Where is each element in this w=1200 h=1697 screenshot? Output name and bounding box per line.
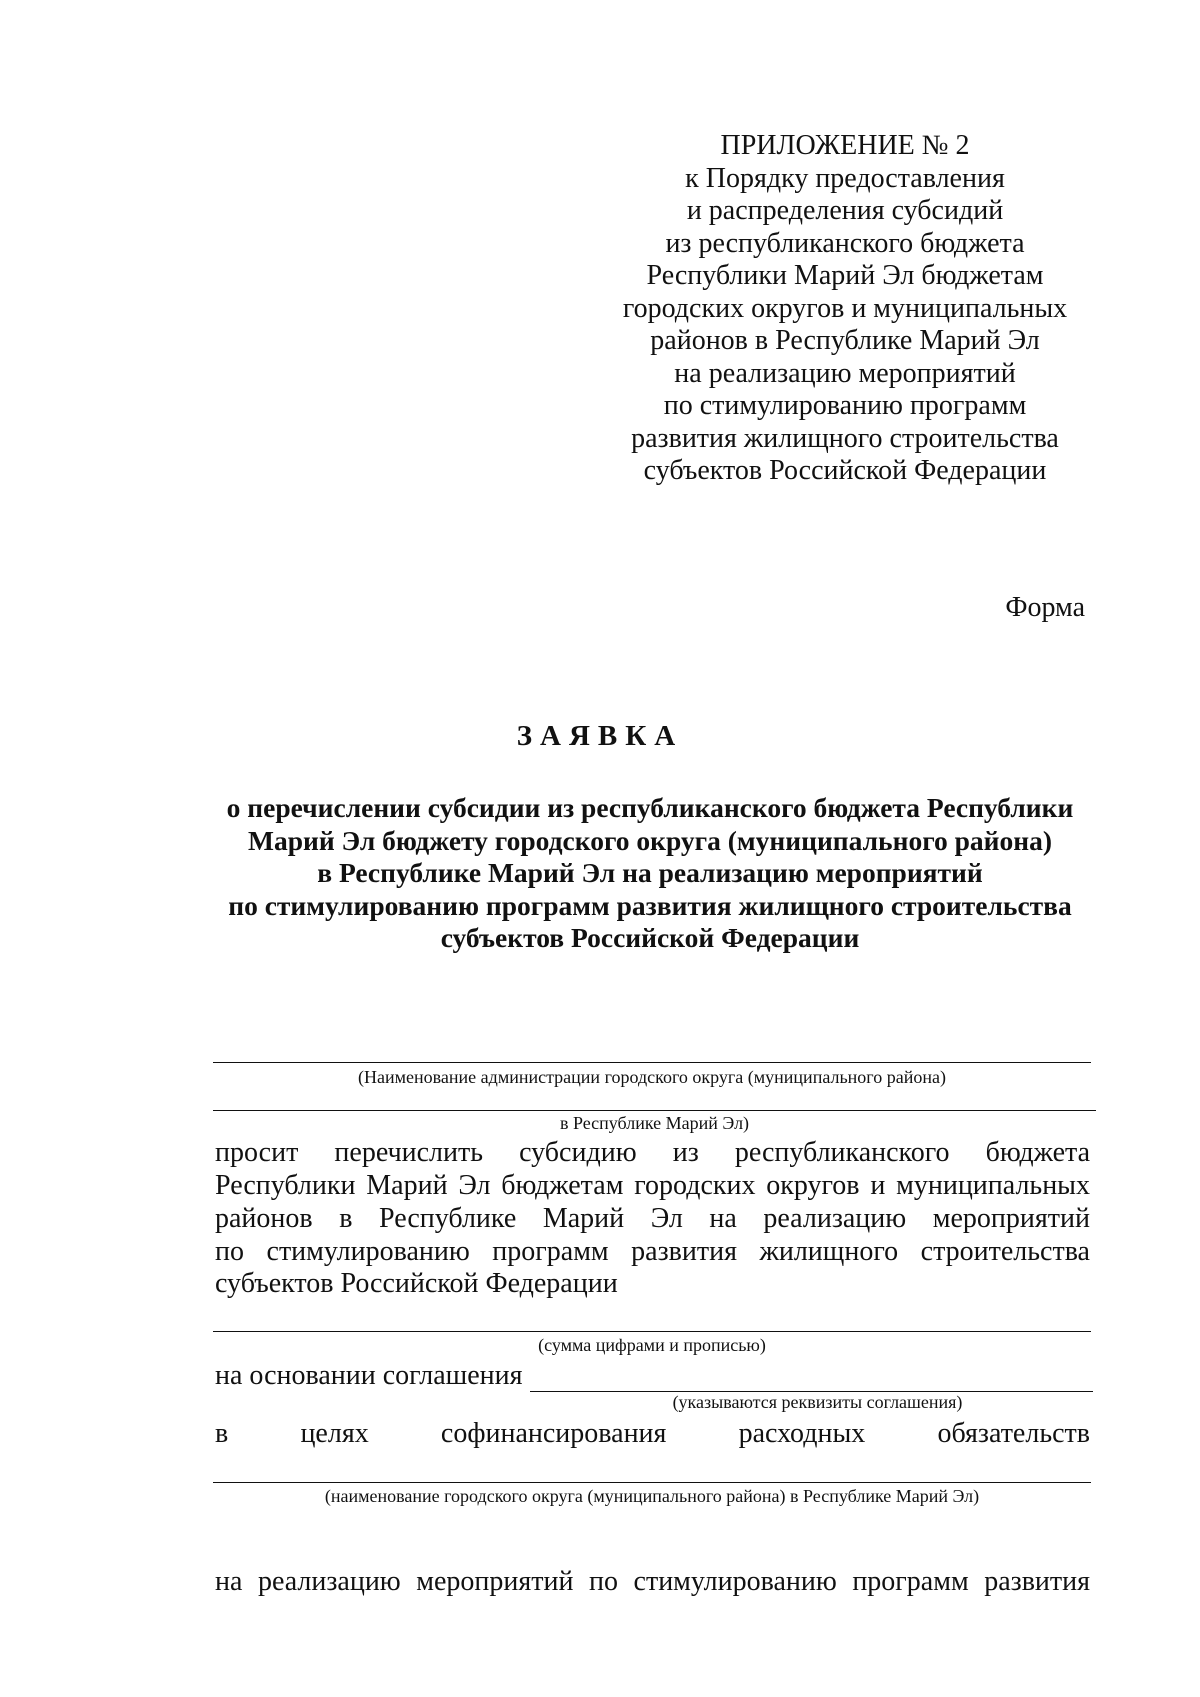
appendix-line: субъектов Российской Федерации — [643, 455, 1047, 486]
document-subtitle — [180, 792, 1120, 955]
document-title: ЗАЯВКА — [516, 720, 684, 752]
appendix-line: на реализацию мероприятий — [674, 357, 1016, 389]
amount-field[interactable] — [213, 1331, 1091, 1332]
form-label: Форма — [1005, 592, 1085, 623]
subtitle-line: о перечислении субсидии из республиканского бюджета Республики — [226, 792, 1074, 823]
administration-name-field[interactable] — [213, 1062, 1091, 1063]
administration-caption: (Наименование администрации городского округа (муниципального района) — [358, 1067, 946, 1087]
amount-caption: (сумма цифрами и прописью) — [538, 1335, 766, 1355]
subtitle-line: в Республике Марий Эл на реализацию мероприятий — [317, 857, 983, 888]
request-line: просит перечислить субсидию из республиканского бюджета — [215, 1137, 1090, 1168]
district-name-caption: (наименование городского округа (муниципального района) в Республике Марий Эл) — [324, 1486, 980, 1506]
request-line: Республики Марий Эл бюджетам городских округов и муниципальных — [215, 1170, 1090, 1201]
appendix-line: из республиканского бюджета — [665, 227, 1025, 259]
subtitle-line: Марий Эл бюджету городского округа (муниципального района) — [247, 824, 1053, 856]
administration-name-field-2[interactable] — [213, 1110, 1096, 1111]
appendix-line: районов в Республике Марий Эл — [650, 325, 1040, 356]
purpose-line: в целях софинансирования расходных обязательств — [215, 1418, 1090, 1449]
appendix-line: ПРИЛОЖЕНИЕ № 2 — [720, 130, 970, 161]
appendix-line: по стимулированию программ — [663, 390, 1027, 421]
appendix-header — [620, 130, 1070, 488]
agreement-details-caption: (указываются реквизиты соглашения) — [672, 1392, 963, 1412]
appendix-line: развития жилищного строительства — [631, 422, 1059, 454]
request-line: районов в Республике Марий Эл на реализацию мероприятий — [215, 1203, 1090, 1234]
appendix-line: и распределения субсидий — [686, 195, 1004, 226]
appendix-line: городских округов и муниципальных — [622, 292, 1068, 324]
appendix-line: Республики Марий Эл бюджетам — [646, 260, 1044, 291]
request-line: по стимулированию программ развития жилищного строительства — [215, 1236, 1090, 1267]
subtitle-line: субъектов Российской Федерации — [440, 922, 860, 953]
final-line: на реализацию мероприятий по стимулированию программ развития — [215, 1566, 1090, 1597]
request-line-last: субъектов Российской Федерации — [215, 1268, 618, 1299]
in-republic-caption: в Республике Марий Эл) — [559, 1113, 750, 1133]
subtitle-line: по стимулированию программ развития жилищного строительства — [228, 889, 1072, 921]
agreement-label: на основании соглашения — [215, 1360, 523, 1391]
district-name-field[interactable] — [213, 1482, 1091, 1483]
appendix-line: к Порядку предоставления — [685, 162, 1005, 194]
